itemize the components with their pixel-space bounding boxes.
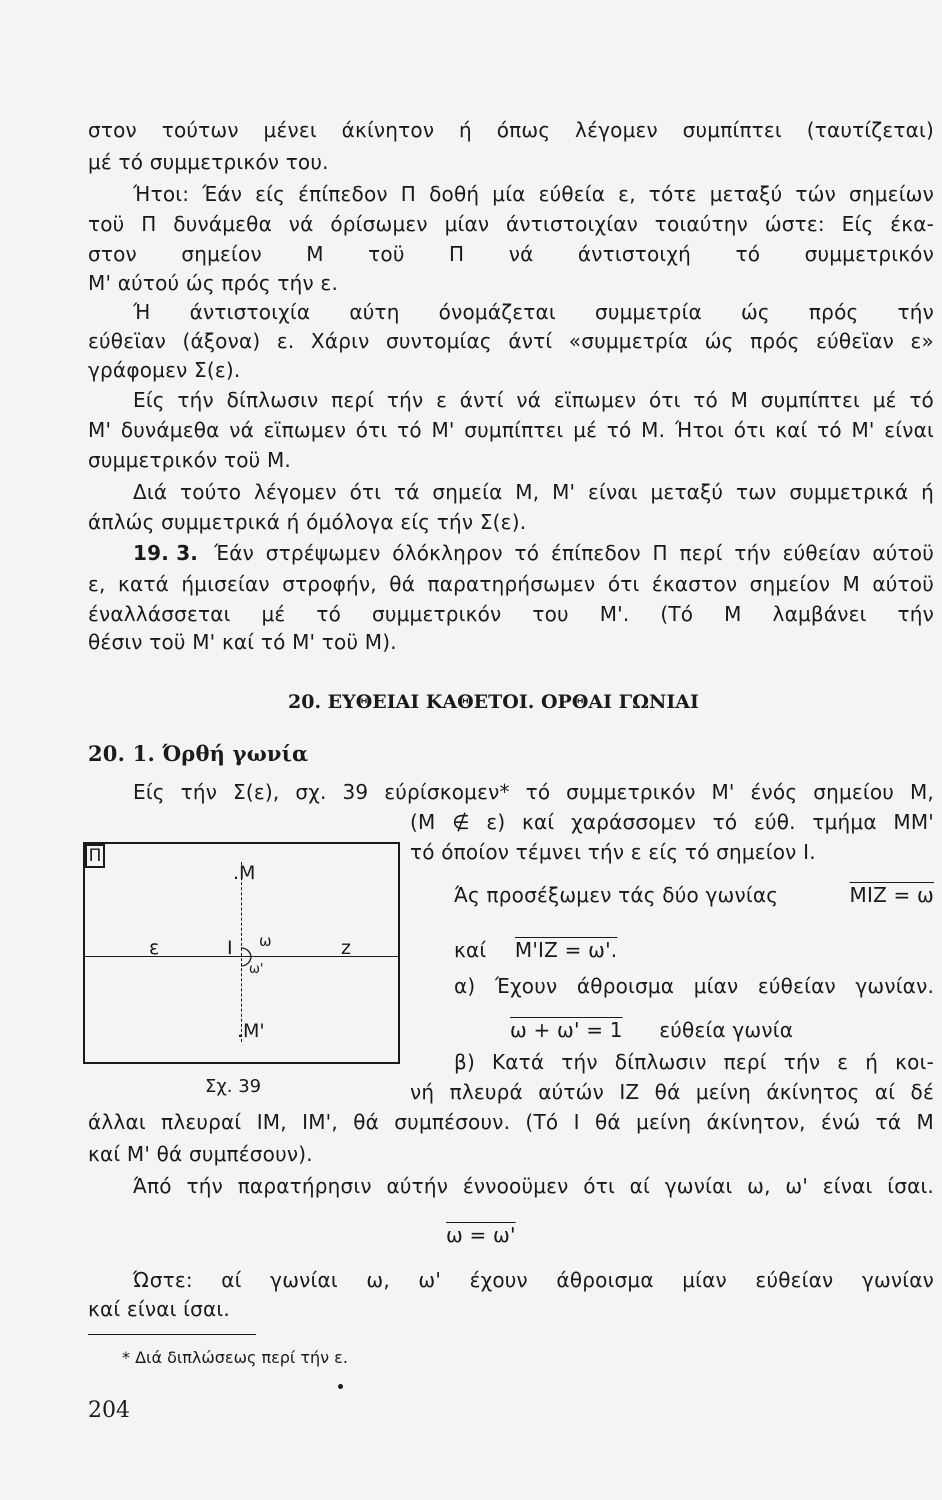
text-line: νή πλευρά αύτών ΙΖ θά μείνη άκίνητος αί δέ xyxy=(410,1080,934,1104)
ink-dot xyxy=(338,1384,343,1389)
plane-label: Π xyxy=(85,844,105,868)
text-line: τοϋ Π δυνάμεθα νά όρίσωμεν μίαν άντιστοιχίαν τοιαύτην ώστε: Είς έκα- xyxy=(88,212,934,236)
angle-arcs xyxy=(231,944,261,972)
figure-39 xyxy=(83,842,400,1064)
figure-caption: Σχ. 39 xyxy=(205,1076,262,1097)
text-line: μέ τό συμμετρικόν του. xyxy=(88,150,329,174)
text-line: άλλαι πλευραί ΙΜ, ΙΜ', θά συμπέσουν. (Τό Ι θά μείνη άκίνητον, ένώ τά Μ xyxy=(88,1110,934,1134)
text-line: γράφομεν Σ(ε). xyxy=(88,358,241,382)
math-expression: ΜΙΖ = ω xyxy=(849,883,934,907)
text-line: Ή άντιστοιχία αύτη όνομάζεται συμμετρία ώς πρός τήν xyxy=(133,300,934,324)
page-number: 204 xyxy=(88,1398,130,1423)
point-i-label: Ι xyxy=(227,937,233,959)
text-line xyxy=(454,936,934,964)
text-line: Μ' αύτού ώς πρός τήν ε. xyxy=(88,271,339,295)
footnote: * Διά διπλώσεως περί τήν ε. xyxy=(122,1348,348,1367)
text-line: τό όποίον τέμνει τήν ε είς τό σημείον Ι. xyxy=(410,840,816,864)
section-number: 19. 3. xyxy=(133,541,199,565)
text-line xyxy=(133,539,934,567)
text-line: Είς τήν δίπλωσιν περί τήν ε άντί νά εϊπωμεν ότι τό Μ συμπίπτει μέ τό xyxy=(133,388,934,412)
text-line: α) Έχουν άθροισμα μίαν εύθείαν γωνίαν. xyxy=(454,974,934,998)
text-line: Μ' δυνάμεθα νά εϊπωμεν ότι τό Μ' συμπίπτει μέ τό Μ. Ήτοι ότι καί τό Μ' είναι xyxy=(88,418,934,442)
text-line: στον τούτων μένει άκίνητον ή όπως λέγομεν συμπίπτει (ταυτίζεται) xyxy=(88,118,934,142)
text-line: συμμετρικόν τοϋ Μ. xyxy=(88,448,291,472)
text-line: άπλώς συμμετρικά ή όμόλογα είς τήν Σ(ε). xyxy=(88,510,527,534)
angle-omega-prime-label: ω' xyxy=(249,962,264,977)
text-line: θέσιν τοϋ Μ' καί τό Μ' τοϋ Μ). xyxy=(88,630,397,654)
text-span: Έάν στρέψωμεν όλόκληρον τό έπίπεδον Π περί τήν εύθείαν αύτοϋ xyxy=(214,541,934,565)
text-line xyxy=(510,1016,934,1044)
point-m-prime-label: .Μ' xyxy=(237,1020,265,1042)
footnote-rule xyxy=(88,1334,256,1335)
text-line: Άπό τήν παρατήρησιν αύτήν έννοοϋμεν ότι αί γωνίαι ω, ω' είναι ίσαι. xyxy=(133,1174,934,1198)
text-line: (Μ ∉ ε) καί χαράσσομεν τό εύθ. τμήμα ΜΜ' xyxy=(410,810,934,834)
text-line: β) Κατά τήν δίπλωσιν περί τήν ε ή κοι- xyxy=(454,1050,934,1074)
text-line: Είς τήν Σ(ε), σχ. 39 εύρίσκομεν* τό συμμετρικόν Μ' ένός σημείου Μ, xyxy=(133,780,934,804)
subsection-heading: 20. 1. Όρθή γωνία xyxy=(88,741,309,766)
text-line: στον σημείον Μ τοϋ Π νά άντιστοιχή τό συμμετρικόν xyxy=(88,242,934,266)
text-line: Διά τούτο λέγομεν ότι τά σημεία Μ, Μ' είναι μεταξύ των συμμετρικά ή xyxy=(133,480,934,504)
math-expression: ω + ω' = 1 xyxy=(510,1018,623,1042)
text-line: εύθεϊαν (άξονα) ε. Χάριν συντομίας άντί «συμμετρία ώς πρός εύθεϊαν ε» xyxy=(88,329,934,353)
section-heading: 20. ΕΥΘΕΙΑΙ ΚΑΘΕΤΟΙ. ΟΡΘΑΙ ΓΩΝΙΑΙ xyxy=(288,691,699,713)
text-line: Ώστε: αί γωνίαι ω, ω' έχουν άθροισμα μίαν εύθείαν γωνίαν xyxy=(133,1268,934,1292)
text-span: καί xyxy=(454,938,487,962)
text-line: ε, κατά ήμισείαν στροφήν, θά παρατηρήσωμεν ότι έκαστον σημείον Μ αύτοϋ xyxy=(88,572,934,596)
point-z-label: z xyxy=(341,937,351,959)
text-span: εύθεία γωνία xyxy=(659,1018,794,1042)
text-line: Ήτοι: Έάν είς έπίπεδον Π δοθή μία εύθεία ε, τότε μεταξύ τών σημείων xyxy=(133,182,934,206)
text-span: Άς προσέξωμεν τάς δύο γωνίας xyxy=(454,883,779,907)
text-line: καί Μ' θά συμπέσουν). xyxy=(88,1142,313,1166)
text-line: έναλλάσσεται μέ τό συμμετρικόν του Μ'. (Τό Μ λαμβάνει τήν xyxy=(88,602,934,626)
math-expression: ω = ω' xyxy=(446,1223,516,1247)
text-line xyxy=(454,881,934,909)
line-e-label: ε xyxy=(149,937,160,959)
math-expression: Μ'ΙΖ = ω'. xyxy=(514,938,618,962)
point-m-label: .Μ xyxy=(233,862,256,884)
text-line: καί είναι ίσαι. xyxy=(88,1297,230,1321)
angle-omega-label: ω xyxy=(259,932,272,950)
